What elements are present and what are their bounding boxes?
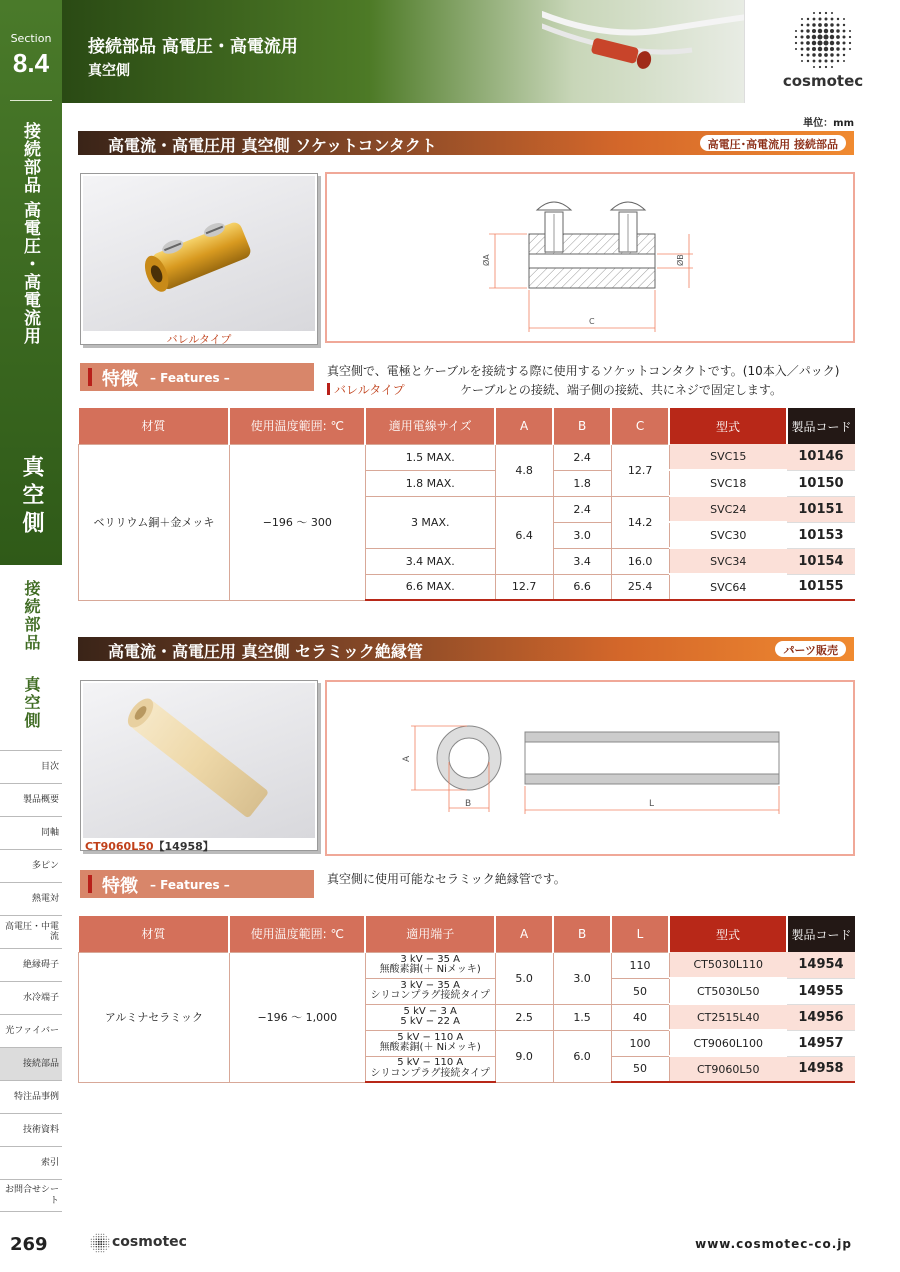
drawing2-label-b: B [465, 799, 472, 809]
photo-code: 【14958】 [153, 840, 214, 853]
model-cell: SVC34 [669, 548, 787, 574]
code-cell: 10155 [787, 574, 855, 600]
model-cell: SVC24 [669, 496, 787, 522]
a-cell: 4.8 [495, 444, 553, 496]
col-c: C [611, 408, 669, 444]
col-model: 型式 [669, 408, 787, 444]
wire-size-cell: 3.4 MAX. [365, 548, 495, 574]
section1-features-bar [80, 363, 314, 391]
drawing1-label-a: ØA [482, 254, 491, 266]
b-cell: 3.0 [553, 952, 611, 1004]
features-marker [88, 368, 92, 386]
temp-cell: −196 〜 300 [229, 444, 365, 600]
section-label: Section [10, 32, 52, 45]
code-cell: 14958 [787, 1056, 855, 1082]
nav-item-thermocouple[interactable]: 熱電対 [0, 882, 62, 915]
brand-logo [744, 0, 900, 103]
terminal-cell [365, 952, 495, 978]
table-header-row [79, 916, 856, 952]
code-cell: 10150 [787, 470, 855, 496]
section2-features-title: 特徴 [102, 876, 138, 897]
material-cell: アルミナセラミック [79, 952, 230, 1082]
code-cell: 10154 [787, 548, 855, 574]
footer-logo-text: cosmotec [112, 1234, 187, 1250]
nav-item-technical[interactable]: 技術資料 [0, 1113, 62, 1146]
a-cell: 5.0 [495, 952, 553, 1004]
section1-description-detail [327, 381, 857, 398]
photo-model: CT9060L50 [85, 840, 154, 853]
section2-features-bar [80, 870, 314, 898]
section2-features-sub: – Features – [150, 878, 230, 892]
terminal-line1: 3 kV − 35 A [400, 979, 461, 991]
code-cell: 10146 [787, 444, 855, 470]
col-b: B [553, 916, 611, 952]
b-cell: 6.6 [553, 574, 611, 600]
model-cell: CT9060L100 [669, 1030, 787, 1056]
nav-item-contents[interactable]: 目次 [0, 750, 62, 783]
model-cell: CT5030L50 [669, 978, 787, 1004]
nav-item-water-cooled[interactable]: 水冷端子 [0, 981, 62, 1014]
code-cell: 14957 [787, 1030, 855, 1056]
table-row [79, 952, 856, 978]
a-cell: 6.4 [495, 496, 553, 574]
l-cell: 40 [611, 1004, 669, 1030]
col-material: 材質 [79, 408, 230, 444]
detail-marker [327, 383, 330, 395]
col-temp: 使用温度範囲: ℃ [229, 408, 365, 444]
nav-item-index[interactable]: 索引 [0, 1146, 62, 1179]
b-cell: 3.0 [553, 522, 611, 548]
terminal-line2: シリコンプラグ接続タイプ [370, 1067, 490, 1079]
wire-size-cell: 1.8 MAX. [365, 470, 495, 496]
col-terminal: 適用端子 [365, 916, 495, 952]
sidebar-vertical-vacuum: 真空側 [19, 455, 44, 539]
barrel-contact-image [83, 176, 315, 331]
drawing1-label-b: ØB [676, 254, 685, 266]
wire-size-cell: 1.5 MAX. [365, 444, 495, 470]
nav-item-multipin[interactable]: 多ピン [0, 849, 62, 882]
col-l: L [611, 916, 669, 952]
model-cell: CT9060L50 [669, 1056, 787, 1082]
col-code: 製品コード [787, 916, 855, 952]
terminal-cell [365, 1030, 495, 1056]
code-cell: 10153 [787, 522, 855, 548]
table-row [79, 444, 856, 470]
c-cell: 14.2 [611, 496, 669, 548]
section1-photo-caption: バレルタイプ [166, 333, 232, 346]
code-cell: 10151 [787, 496, 855, 522]
section2-photo [80, 680, 318, 851]
temp-cell: −196 〜 1,000 [229, 952, 365, 1082]
features-marker [88, 875, 92, 893]
a-cell: 9.0 [495, 1030, 553, 1082]
terminal-line1: 5 kV − 3 A [403, 1005, 457, 1017]
col-a: A [495, 408, 553, 444]
wire-size-cell: 6.6 MAX. [365, 574, 495, 600]
b-cell: 6.0 [553, 1030, 611, 1082]
col-material: 材質 [79, 916, 230, 952]
terminal-line2: 無酸素銅(＋ Niメッキ) [379, 1042, 481, 1053]
sidebar-vertical-side: 真空側 [22, 676, 41, 730]
section1-features-title: 特徴 [102, 369, 138, 390]
nav-item-overview[interactable]: 製品概要 [0, 783, 62, 816]
l-cell: 50 [611, 1056, 669, 1082]
table-header-row [79, 408, 856, 444]
nav-item-optical-fiber[interactable]: 光ファイバー [0, 1014, 62, 1047]
terminal-line1: 5 kV − 110 A [397, 1057, 464, 1069]
section2-title-bar [78, 637, 854, 661]
drawing2-label-a: A [402, 755, 412, 762]
a-cell: 12.7 [495, 574, 553, 600]
code-cell: 14954 [787, 952, 855, 978]
logo-dots-icon [772, 10, 874, 70]
a-cell: 2.5 [495, 1004, 553, 1030]
sidebar-nav [0, 750, 62, 1212]
section2-badge: パーツ販売 [775, 641, 846, 657]
terminal-line2: シリコンプラグ接続タイプ [370, 990, 490, 1001]
section1-title: 高電流・高電圧用 真空側 ソケットコンタクト [108, 136, 437, 155]
l-cell: 50 [611, 978, 669, 1004]
b-cell: 2.4 [553, 496, 611, 522]
model-cell: SVC18 [669, 470, 787, 496]
section2-drawing [325, 680, 855, 856]
b-cell: 2.4 [553, 444, 611, 470]
sidebar-divider [10, 100, 52, 101]
col-b: B [553, 408, 611, 444]
b-cell: 1.5 [553, 1004, 611, 1030]
barrel-type-label: バレルタイプ [334, 383, 405, 397]
logo-text: cosmotec [782, 72, 864, 90]
b-cell: 3.4 [553, 548, 611, 574]
socket-contact-drawing [327, 174, 853, 341]
terminal-cell [365, 1004, 495, 1030]
c-cell: 12.7 [611, 444, 669, 496]
nav-item-insulator[interactable]: 絶縁碍子 [0, 948, 62, 981]
cable-image [542, 0, 744, 103]
section2-description: 真空側に使用可能なセラミック絶縁管です。 [327, 872, 566, 886]
model-cell: CT2515L40 [669, 1004, 787, 1030]
model-cell: SVC30 [669, 522, 787, 548]
col-temp: 使用温度範囲: ℃ [229, 916, 365, 952]
c-cell: 16.0 [611, 548, 669, 574]
section1-description: 真空側で、電極とケーブルを接続する際に使用するソケットコンタクトです。(10本入／パック) [327, 364, 840, 378]
col-wire-size: 適用電線サイズ [365, 408, 495, 444]
barrel-type-text: ケーブルとの接続、端子側の接続、共にネジで固定します。 [460, 383, 782, 397]
nav-item-custom-cases[interactable]: 特注品事例 [0, 1080, 62, 1113]
material-cell: ベリリウム銅＋金メッキ [79, 444, 230, 600]
section1-photo [80, 173, 318, 345]
section1-badge: 高電圧･高電流用 接続部品 [700, 135, 846, 151]
header-subtitle: 真空側 [88, 63, 130, 79]
col-model: 型式 [669, 916, 787, 952]
footer-logo-dots-icon [90, 1233, 110, 1253]
wire-size-cell: 3 MAX. [365, 496, 495, 548]
l-cell: 100 [611, 1030, 669, 1056]
model-cell: SVC64 [669, 574, 787, 600]
nav-item-connection-parts[interactable]: 接続部品 [0, 1047, 62, 1080]
nav-item-high-voltage[interactable]: 高電圧・中電流 [0, 915, 62, 948]
model-cell: SVC15 [669, 444, 787, 470]
drawing1-label-c: C [589, 317, 595, 326]
section-number: 8.4 [12, 48, 50, 78]
section1-features-sub: – Features – [150, 371, 230, 385]
socket-contact-table [78, 408, 855, 601]
nav-item-coaxial[interactable]: 同軸 [0, 816, 62, 849]
nav-item-inquiry[interactable]: お問合せシート [0, 1179, 62, 1212]
col-a: A [495, 916, 553, 952]
code-cell: 14955 [787, 978, 855, 1004]
c-cell: 25.4 [611, 574, 669, 600]
ceramic-tube-drawing [327, 682, 853, 854]
terminal-cell [365, 1056, 495, 1082]
section1-title-bar [78, 131, 854, 155]
page-number: 269 [10, 1234, 48, 1255]
terminal-line1: 3 kV − 35 A [400, 953, 461, 965]
l-cell: 110 [611, 952, 669, 978]
terminal-line2: 5 kV − 22 A [400, 1016, 461, 1027]
section2-title: 高電流・高電圧用 真空側 セラミック絶縁管 [108, 642, 423, 661]
terminal-line1: 5 kV − 110 A [397, 1031, 464, 1043]
code-cell: 14956 [787, 1004, 855, 1030]
ceramic-tube-table [78, 916, 855, 1083]
section2-photo-caption [85, 838, 214, 854]
ceramic-tube-image [83, 683, 315, 838]
b-cell: 1.8 [553, 470, 611, 496]
sidebar-vertical-title: 接続部品 高電圧・高電流用 [20, 122, 40, 345]
model-cell: CT5030L110 [669, 952, 787, 978]
section1-drawing [325, 172, 855, 343]
footer-url[interactable]: www.cosmotec-co.jp [695, 1237, 852, 1251]
unit-label: 単位：mm [803, 118, 854, 129]
sidebar-vertical-parts: 接続部品 [22, 580, 41, 652]
terminal-line2: 無酸素銅(＋ Niメッキ) [379, 964, 481, 975]
terminal-cell [365, 978, 495, 1004]
drawing2-label-l: L [649, 799, 655, 809]
col-code: 製品コード [787, 408, 855, 444]
header-title: 接続部品 高電圧・高電流用 [88, 37, 298, 57]
